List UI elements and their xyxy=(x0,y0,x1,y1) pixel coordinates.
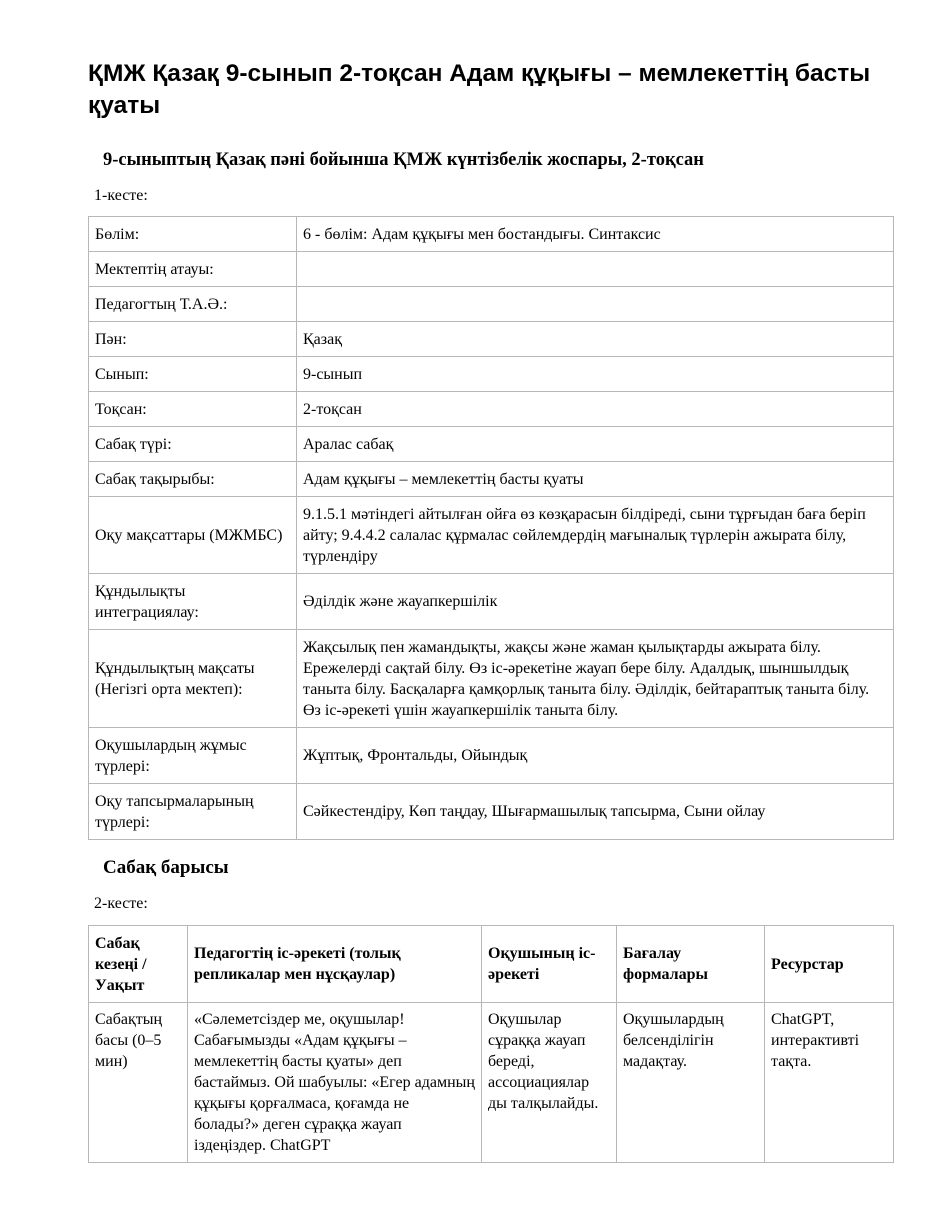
row-value: 9.1.5.1 мәтіндегі айтылған ойға өз көзқарасын білдіреді, сыни тұрғыдан баға беріп айту; 9.4.4.2 салалас құрмалас сөйлемдердің мағыналық түрлерін ажырата білу, түрлендіру xyxy=(297,497,894,574)
table-row xyxy=(89,357,894,392)
section-heading: Сабақ барысы xyxy=(103,857,229,878)
row-label: Оқу мақсаттары (МЖМБС) xyxy=(89,497,297,574)
row-value: Жұптық, Фронтальды, Ойындық xyxy=(297,728,894,784)
table-row xyxy=(89,1003,894,1163)
row-label: Пән: xyxy=(89,322,297,357)
row-label: Сынып: xyxy=(89,357,297,392)
header-resources: Ресурстар xyxy=(765,926,894,1003)
cell-student-activity: Оқушылар сұраққа жауап береді, ассоциациялар ды талқылайды. xyxy=(482,1003,617,1163)
row-label: Құндылықты интеграциялау: xyxy=(89,574,297,630)
lesson-flow-table xyxy=(88,925,894,1163)
row-value: 2-тоқсан xyxy=(297,392,894,427)
table-row xyxy=(89,427,894,462)
row-value: Сәйкестендіру, Көп таңдау, Шығармашылық тапсырма, Сыни ойлау xyxy=(297,784,894,840)
header-student-activity: Оқушының іс-әрекеті xyxy=(482,926,617,1003)
lesson-info-table xyxy=(88,216,894,840)
row-label: Оқушылардың жұмыс түрлері: xyxy=(89,728,297,784)
row-label: Сабақ тақырыбы: xyxy=(89,462,297,497)
table-row xyxy=(89,784,894,840)
row-label: Құндылықтың мақсаты (Негізгі орта мектеп): xyxy=(89,630,297,728)
table1-caption: 1-кесте: xyxy=(94,187,148,204)
table2-caption: 2-кесте: xyxy=(94,895,148,912)
row-label: Педагогтың Т.А.Ә.: xyxy=(89,287,297,322)
table-row xyxy=(89,287,894,322)
table-row xyxy=(89,252,894,287)
table-row xyxy=(89,462,894,497)
row-label: Тоқсан: xyxy=(89,392,297,427)
cell-teacher-activity: «Сәлеметсіздер ме, оқушылар! Сабағымызды «Адам құқығы – мемлекеттің басты қуаты» деп бастаймыз. Ой шабуылы: «Егер адамның құқығы қорғалмаса, қоғамда не болады?» деген сұраққа жауап іздеңіздер. ChatGPT xyxy=(188,1003,482,1163)
row-value: 9-сынып xyxy=(297,357,894,392)
header-stage: Сабақ кезеңі / Уақыт xyxy=(89,926,188,1003)
table-row xyxy=(89,497,894,574)
row-value: Қазақ xyxy=(297,322,894,357)
row-value: Адам құқығы – мемлекеттің басты қуаты xyxy=(297,462,894,497)
cell-resources: ChatGPT, интерактивті тақта. xyxy=(765,1003,894,1163)
row-value: Аралас сабақ xyxy=(297,427,894,462)
row-value xyxy=(297,287,894,322)
table-row xyxy=(89,322,894,357)
row-value: Әділдік және жауапкершілік xyxy=(297,574,894,630)
header-assessment: Бағалау формалары xyxy=(617,926,765,1003)
row-label: Мектептің атауы: xyxy=(89,252,297,287)
cell-stage: Сабақтың басы (0–5 мин) xyxy=(89,1003,188,1163)
cell-assessment: Оқушылардың белсенділігін мадақтау. xyxy=(617,1003,765,1163)
row-label: Сабақ түрі: xyxy=(89,427,297,462)
row-label: Оқу тапсырмаларының түрлері: xyxy=(89,784,297,840)
table-row xyxy=(89,392,894,427)
row-value: Жақсылық пен жамандықты, жақсы және жаман қылықтарды ажырата білу. Ережелерді сақтай білу. Өз іс-әрекетіне жауап бере білу. Адалдық, шыншылдық таныта білу. Басқаларға қамқорлық таныта білу. Әділдік, бейтараптық таныта білу. Өз іс-әрекеті үшін жауапкершілік таныта білу. xyxy=(297,630,894,728)
document-subtitle: 9-сыныптың Қазақ пәні бойынша ҚМЖ күнтізбелік жоспары, 2-тоқсан xyxy=(103,150,704,170)
table-header-row xyxy=(89,926,894,1003)
header-teacher-activity: Педагогтің іс-әрекеті (толық репликалар мен нұсқаулар) xyxy=(188,926,482,1003)
table-row xyxy=(89,217,894,252)
row-value xyxy=(297,252,894,287)
row-value: 6 - бөлім: Адам құқығы мен бостандығы. Синтаксис xyxy=(297,217,894,252)
document-title: ҚМЖ Қазақ 9-сынып 2-тоқсан Адам құқығы – мемлекеттің басты қуаты xyxy=(88,60,871,119)
table-row xyxy=(89,728,894,784)
table-row xyxy=(89,574,894,630)
row-label: Бөлім: xyxy=(89,217,297,252)
table-row xyxy=(89,630,894,728)
